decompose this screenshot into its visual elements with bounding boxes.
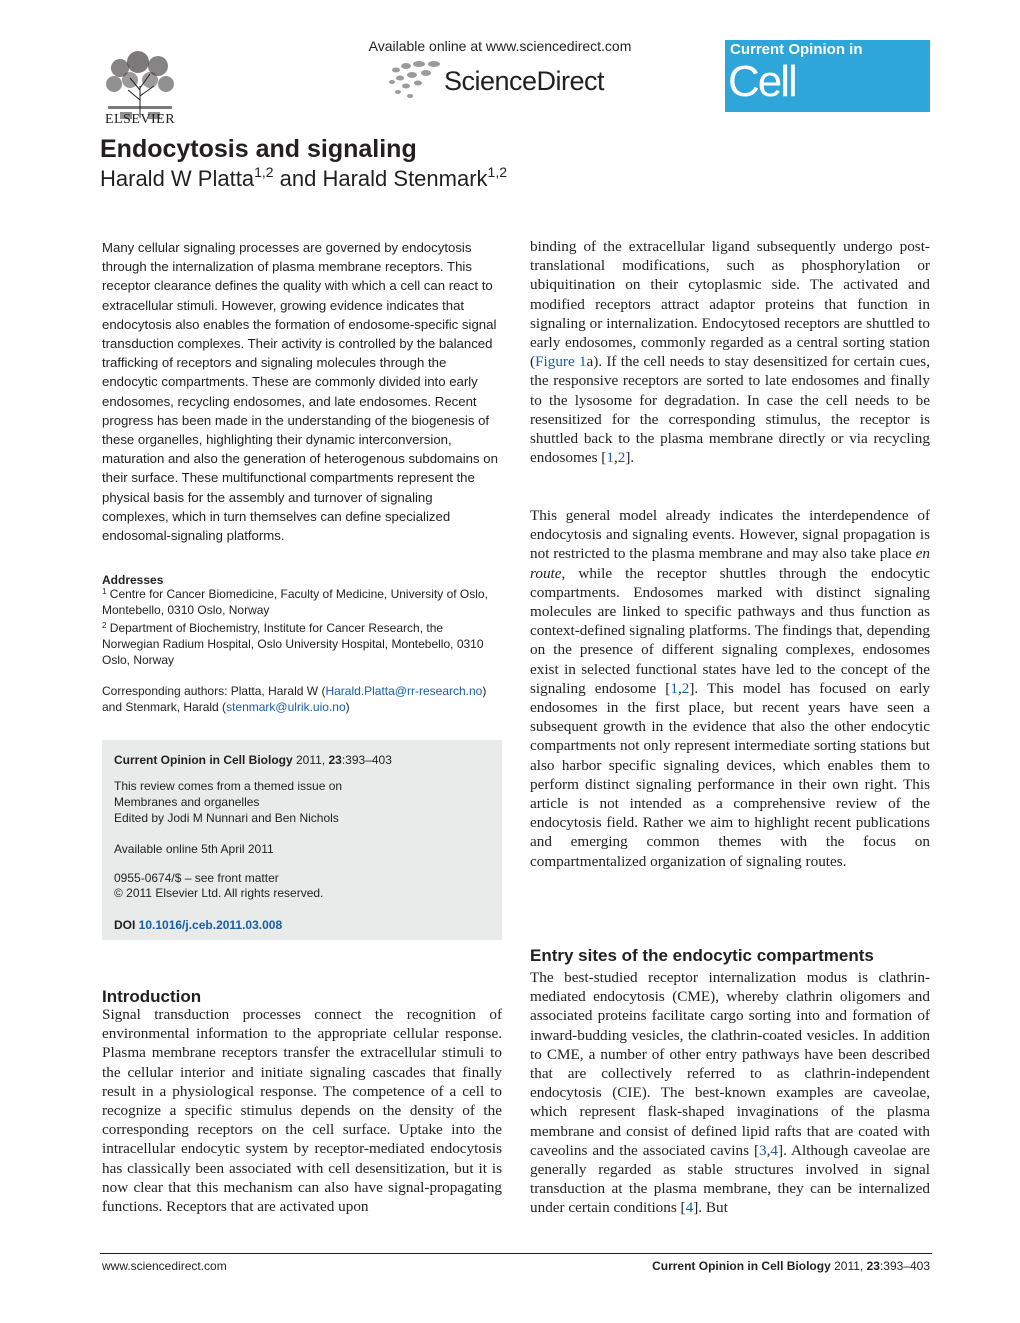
footer-volume: 23: [866, 1259, 880, 1273]
available-date: Available online 5th April 2011: [114, 842, 274, 856]
theme-line: This review comes from a themed issue on: [114, 779, 343, 793]
reference-link[interactable]: 4: [685, 1199, 694, 1217]
editors-line: Edited by Jodi M Nunnari and Ben Nichols: [114, 811, 339, 825]
citation-pages: :393–403: [341, 753, 392, 767]
body-paragraph-3: [530, 968, 930, 1218]
paragraph-text: ]. This model has focused on early endosomes in the first place, but recent years have seen a subsequent growth in the evidence that also the other endocytic compartments not only represent intermediate sorting stations but also harbor specific signaling devices, which enables them to perform distinct signaling performance in their own right. This article is not intended as a comprehensive review of the endocytosis field. Rather we aim to highlight recent publications and emerging common themes with the focus on compartmentalized organization of signaling routes.: [530, 679, 930, 870]
reference-link[interactable]: 4: [770, 1141, 779, 1159]
citation-year: 2011,: [292, 753, 329, 767]
footer-year: 2011,: [830, 1259, 867, 1273]
paragraph-text: ,: [613, 449, 618, 467]
paragraph-text: , while the receptor shuttles through the endocytic compartments. Endosomes marked with distinct signaling molecules are linked to specific pathways and thus function as context-defined signaling platforms. The findings that, depending on the presence of different signaling complexes, endosomes exist in selected functional states have led to the concept of the signaling endosome [: [530, 564, 930, 697]
doi-line: [114, 917, 282, 933]
journal-badge: [725, 40, 930, 158]
reference-link[interactable]: 2: [681, 679, 690, 697]
journal-badge-series: Current Opinion in: [730, 41, 863, 58]
doi-label: DOI: [114, 918, 139, 932]
article-title: Endocytosis and signaling: [100, 135, 417, 163]
affiliation-marker: 1,2: [487, 164, 508, 180]
paragraph-text: ]. Although caveolae are generally regarded as stable structures involved in signal transduction at the plasma membrane, they can be internalized under certain conditions [: [530, 1141, 931, 1217]
corresponding-authors: [102, 683, 502, 715]
paragraph-text: ,: [766, 1141, 771, 1159]
addresses-heading: Addresses: [102, 573, 164, 587]
footer-divider: [100, 1253, 932, 1254]
reference-link[interactable]: 3: [759, 1141, 767, 1159]
paragraph-text: This general model already indicates the interdependence of endocytosis and signaling events. However, signal propagation is not restricted to the plasma membrane and may also take place: [530, 507, 930, 563]
author-conjunction: and: [273, 166, 323, 191]
body-paragraph-2: [530, 506, 930, 871]
footer-website: www.sciencedirect.com: [102, 1259, 227, 1273]
address-marker: 1: [102, 587, 107, 596]
email-link-platta[interactable]: Harald.Platta@rr-research.no: [325, 684, 483, 698]
corresp-text: Corresponding authors: Platta, Harald W (: [102, 684, 326, 698]
paragraph-text: The best-studied receptor internalization modus is clathrin-mediated endocytosis (CME), whereby clathrin oligomers and associated proteins facilitate cargo sorting into and formation of inward-budding vesicles, the clathrin-coated vesicles. In addition to CME, a number of other entry pathways have been described that are collectively referred to as clathrin-independent endocytosis (CIE). The best-known examples are caveolae, which represent flask-shaped invaginations of the plasma membrane and consist of defined lipid rafts that are coated with caveolins and the associated cavins [: [530, 969, 930, 1159]
article-info-box: [102, 740, 502, 940]
journal-badge-title: Cell Biology: [728, 57, 859, 158]
body-paragraph-1: [530, 237, 930, 467]
corresp-text: ): [345, 700, 350, 714]
copyright-line: © 2011 Elsevier Ltd. All rights reserved.: [114, 886, 324, 900]
address-text: Department of Biochemistry, Institute for Cancer Research, the Norwegian Radium Hospital, Oslo University Hospital, Montebello, 0310 Oslo, Norway: [102, 621, 484, 667]
address-1: [102, 586, 502, 618]
available-online-line: Available online at www.sciencedirect.com: [368, 38, 632, 54]
publisher-name: ELSEVIER: [104, 112, 176, 127]
paragraph-text: ,: [677, 679, 682, 697]
footer-pages: :393–403: [879, 1259, 930, 1273]
author-name: Harald Stenmark: [322, 166, 488, 191]
author-list: [100, 166, 507, 192]
affiliation-marker: 1,2: [254, 164, 274, 180]
address-2: [102, 620, 502, 668]
paragraph-text: ]. But: [693, 1199, 728, 1217]
email-link-stenmark[interactable]: stenmark@ulrik.uio.no: [226, 700, 346, 714]
doi-link[interactable]: 10.1016/j.ceb.2011.03.008: [138, 918, 283, 932]
address-marker: 2: [102, 621, 107, 630]
emphasis-text: en route: [530, 545, 930, 582]
corresp-text: ) and Stenmark, Harald (: [102, 684, 487, 714]
footer-citation: [652, 1259, 930, 1273]
issn-line: 0955-0674/$ – see front matter: [114, 871, 279, 885]
figure-1-link[interactable]: Figure 1: [535, 353, 587, 371]
reference-link[interactable]: 1: [670, 679, 678, 697]
paragraph-text: ].: [625, 449, 635, 467]
citation-line: [114, 752, 392, 768]
citation-volume: 23: [328, 753, 342, 767]
introduction-paragraph: Signal transduction processes connect the recognition of environmental information to the appropriate cellular response. Plasma membrane receptors transfer the extracellular stimuli to the cellular interior and initiate signaling cascades that finally result in a physiological response. The competence of a cell to recognize a specific stimulus depends on the density of the corresponding receptors on the cell surface. Uptake into the intracellular endocytic system by receptor-mediated endocytosis has classically been associated with cell desensitization, but it is now clear that this mechanism can also have signal-propagating functions. Receptors that are activated upon: [102, 1006, 502, 1216]
section-heading-entry-sites: Entry sites of the endocytic compartments: [530, 946, 874, 965]
reference-link[interactable]: 1: [606, 449, 614, 467]
section-heading-introduction: Introduction: [102, 987, 202, 1006]
paragraph-text: a). If the cell needs to stay desensitized for certain cues, the responsive receptors are sorted to late endosomes and finally to the lysosome for degradation. In case the cell needs to be resensitized for the corresponding stimulus, the receptor is shuttled back to the plasma membrane directly or via recycling endosomes [: [530, 353, 930, 467]
abstract: Many cellular signaling processes are governed by endocytosis through the internalization of plasma membrane receptors. This receptor clearance defines the quality with which a cell can react to extracellular stimuli. However, growing evidence indicates that endocytosis also enables the formation of endosome-specific signal transduction complexes. Their activity is controlled by the balanced trafficking of receptors and signaling molecules through the endocytic compartments. These are commonly divided into early endosomes, recycling endosomes, and late endosomes. Recent progress has been made in the understanding of the biogenesis of these organelles, highlighting their dynamic interconversion, maturation and also the generation of heterogenous subdomains on their surface. These multifunctional compartments represent the physical basis for the assembly and turnover of signaling complexes, which in turn themselves can define specialized endosomal-signaling platforms.: [102, 240, 498, 544]
journal-name: Current Opinion in Cell Biology: [114, 753, 293, 767]
paragraph-text: binding of the extracellular ligand subsequently undergo post-translational modifications, such as phosphorylation or ubiquitination on their cytoplasmic side. The activated and modified receptors attract adaptor proteins that function in signaling or internalization. Endocytosed receptors are shuttled to early endosomes, commonly regarded as a central sorting station (: [530, 238, 930, 371]
theme-name: Membranes and organelles: [114, 795, 260, 809]
author-name: Harald W Platta: [100, 166, 255, 191]
reference-link[interactable]: 2: [617, 449, 626, 467]
footer-journal: Current Opinion in Cell Biology: [652, 1259, 831, 1273]
sciencedirect-wordmark: ScienceDirect: [444, 66, 605, 96]
address-text: Centre for Cancer Biomedicine, Faculty of Medicine, University of Oslo, Montebello, 0310 Oslo, Norway: [102, 587, 488, 617]
